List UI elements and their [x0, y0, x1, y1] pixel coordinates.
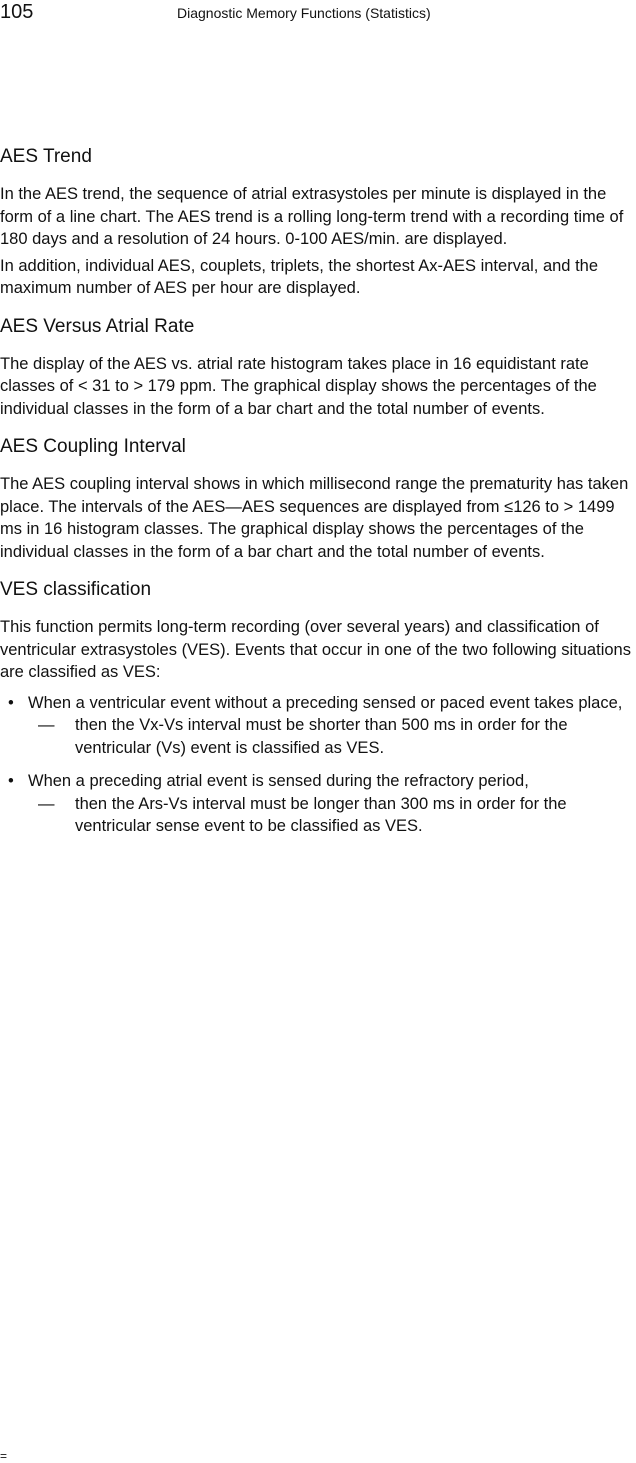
section-aes-coupling-interval [0, 435, 636, 563]
paragraph: This function permits long-term recording (over several years) and classification of ventricular extrasystoles (VES). Events that occur in one of the two following situations are classified as VES: [0, 618, 631, 681]
section-heading: VES classification [0, 579, 152, 600]
bullet-text: When a preceding atrial event is sensed during the refractory period, [28, 772, 529, 790]
paragraph: The display of the AES vs. atrial rate histogram takes place in 16 equidistant rate classes of < 31 to > 179 ppm. The graphical display shows the percentages of the individual classes in the form of a bar chart and the total number of events. [0, 354, 597, 418]
dash-item: — then the Ars-Vs interval must be longer than 300 ms in order for the ventricular sense event to be classified as VES. [28, 793, 636, 838]
bullet-item [0, 770, 636, 838]
document-body [0, 145, 636, 853]
footer-mark: = [0, 1449, 8, 1463]
paragraph: The AES coupling interval shows in which millisecond range the prematurity has taken place. The intervals of the AES—AES sequences are displayed from ≤126 to > 1499 ms in 16 histogram classes. The graphical display shows the percentages of the individual classes in the form of a bar chart and the total number of events. [0, 475, 629, 561]
section-aes-vs-atrial-rate [0, 315, 636, 421]
bullet-list [0, 692, 636, 838]
dash-list [28, 793, 636, 838]
dash-list [28, 714, 636, 759]
section-heading: AES Versus Atrial Rate [0, 315, 195, 337]
bullet-text: When a ventricular event without a preceding sensed or paced event takes place, [28, 693, 623, 712]
section-heading: AES Coupling Interval [0, 436, 186, 457]
section-heading: AES Trend [0, 146, 92, 167]
running-header-title: Diagnostic Memory Functions (Statistics) [177, 5, 431, 21]
paragraph: In the AES trend, the sequence of atrial extrasystoles per minute is displayed in the form of a line chart. The AES trend is a rolling long-term trend with a recording time of 180 days and a resolution of 24 hours. 0-100 AES/min. are displayed. [0, 185, 624, 248]
bullet-item [0, 692, 636, 760]
dash-item: — then the Vx-Vs interval must be shorter than 500 ms in order for the ventricular (Vs) event is classified as VES. [28, 714, 636, 759]
section-ves-classification [0, 578, 636, 838]
paragraph: In addition, individual AES, couplets, triplets, the shortest Ax-AES interval, and the maximum number of AES per hour are displayed. [0, 256, 599, 297]
section-aes-trend [0, 145, 636, 300]
page-number: 105 [0, 1, 34, 23]
